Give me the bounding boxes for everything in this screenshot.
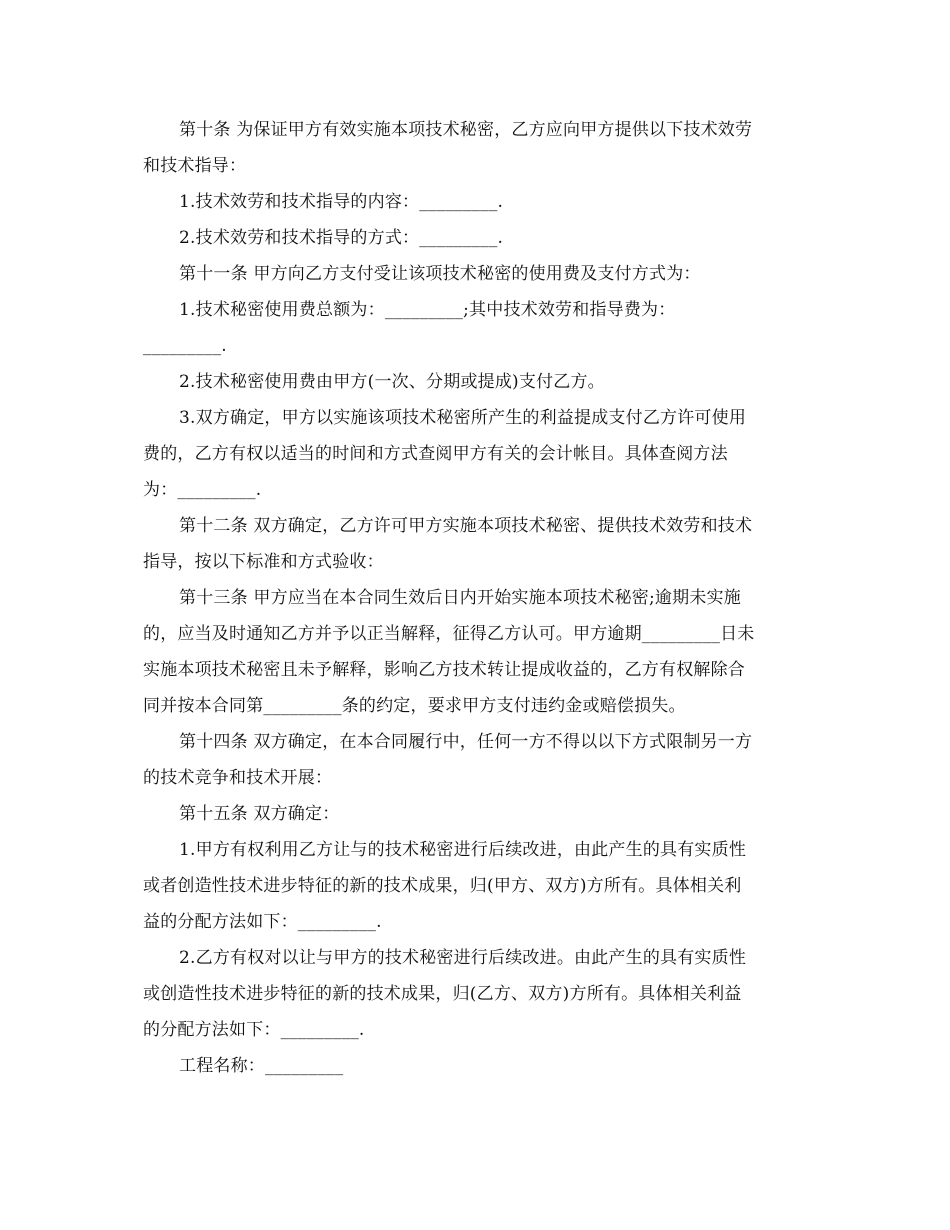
text-line: 第十条 为保证甲方有效实施本项技术秘密，乙方应向甲方提供以下技术效劳 — [179, 120, 753, 140]
text-line: 实施本项技术秘密且未予解释，影响乙方技术转让提成收益的，乙方有权解除合 — [143, 660, 745, 680]
text-line: 的，应当及时通知乙方并予以正当解释，征得乙方认可。甲方逾期_________日未 — [143, 624, 755, 644]
article-10-item-2 — [143, 220, 811, 256]
text-line: 第十二条 双方确定，乙方许可甲方实施本项技术秘密、提供技术效劳和技术 — [179, 516, 753, 536]
article-11-item-1 — [143, 292, 811, 364]
text-line: 益的分配方法如下：_________. — [143, 912, 382, 932]
article-11-item-2 — [143, 364, 811, 400]
text-line: 1.甲方有权利用乙方让与的技术秘密进行后续改进，由此产生的具有实质性 — [179, 840, 747, 860]
article-13 — [143, 580, 811, 724]
text-line: 第十三条 甲方应当在本合同生效后日内开始实施本项技术秘密;逾期未实施 — [179, 588, 741, 608]
text-line: 的技术竞争和技术开展： — [143, 768, 333, 788]
text-line: 2.技术秘密使用费由甲方(一次、分期或提成)支付乙方。 — [179, 372, 605, 392]
article-11 — [143, 256, 811, 292]
text-line: 第十四条 双方确定，在本合同履行中，任何一方不得以以下方式限制另一方 — [179, 732, 753, 752]
text-line: 为：_________. — [143, 480, 262, 500]
article-11-item-3 — [143, 400, 811, 508]
text-line: 第十一条 甲方向乙方支付受让该项技术秘密的使用费及支付方式为： — [179, 264, 701, 284]
text-line: 或者创造性技术进步特征的新的技术成果，归(甲方、双方)方所有。具体相关利 — [143, 876, 742, 896]
text-line: 指导，按以下标准和方式验收： — [143, 552, 384, 572]
text-line: 1.技术秘密使用费总额为：_________;其中技术效劳和指导费为： — [179, 300, 676, 320]
project-name — [143, 1048, 811, 1084]
document-page — [143, 112, 811, 1084]
article-10 — [143, 112, 811, 184]
text-line: 3.双方确定，甲方以实施该项技术秘密所产生的利益提成支付乙方许可使用 — [179, 408, 747, 428]
text-line: 和技术指导： — [143, 156, 247, 176]
text-line: 工程名称：_________ — [179, 1056, 344, 1076]
text-line: 的分配方法如下：_________. — [143, 1020, 365, 1040]
text-line: 同并按本合同第_________条的约定，要求甲方支付违约金或赔偿损失。 — [143, 696, 686, 716]
text-line: 2.技术效劳和技术指导的方式：_________. — [179, 228, 504, 248]
text-line: 费的，乙方有权以适当的时间和方式查阅甲方有关的会计帐目。具体查阅方法 — [143, 444, 728, 464]
article-15-item-2 — [143, 940, 811, 1048]
article-12 — [143, 508, 811, 580]
text-line: 或创造性技术进步特征的新的技术成果，归(乙方、双方)方所有。具体相关利益 — [143, 984, 742, 1004]
text-line: 第十五条 双方确定： — [179, 804, 340, 824]
article-10-item-1 — [143, 184, 811, 220]
article-15 — [143, 796, 811, 832]
text-line: 1.技术效劳和技术指导的内容：_________. — [179, 192, 504, 212]
text-line: _________. — [143, 336, 227, 356]
article-15-item-1 — [143, 832, 811, 940]
article-14 — [143, 724, 811, 796]
text-line: 2.乙方有权对以让与甲方的技术秘密进行后续改进。由此产生的具有实质性 — [179, 948, 747, 968]
